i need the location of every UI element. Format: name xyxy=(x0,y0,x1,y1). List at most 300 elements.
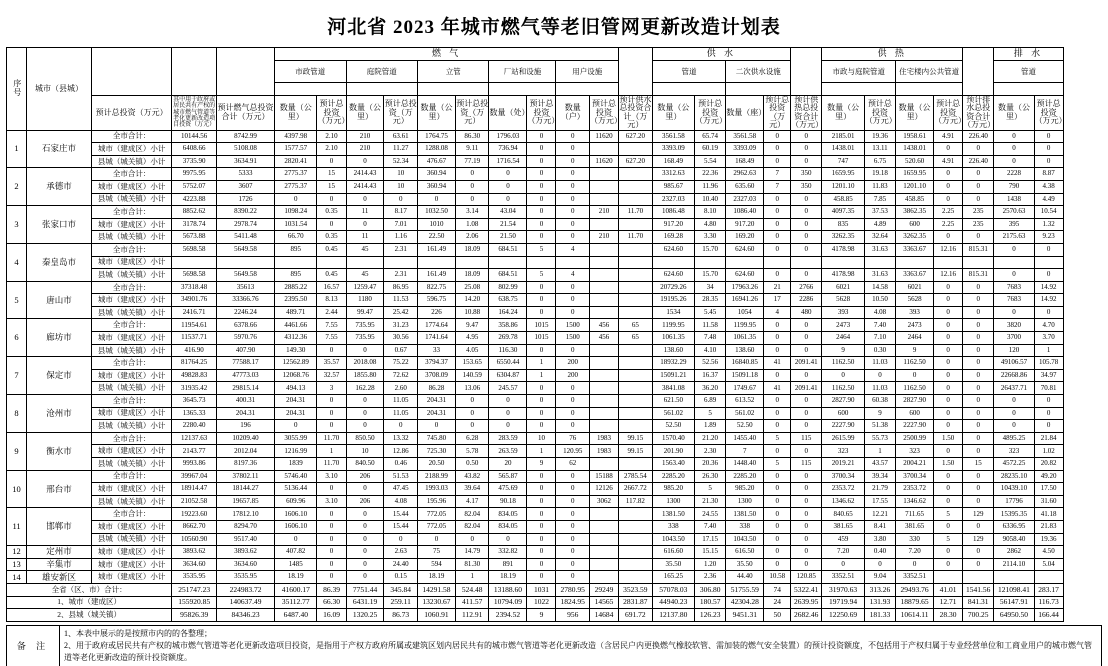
group-heat: 供 热 xyxy=(822,48,963,61)
cell: 0 xyxy=(934,143,963,156)
cell: 0 xyxy=(346,483,384,496)
cell: 0 xyxy=(934,558,963,571)
cell: 0 xyxy=(791,520,822,533)
cell: 11620 xyxy=(589,130,618,143)
th-gas-courtyard-spacer xyxy=(346,83,417,96)
row-seq: 11 xyxy=(7,508,27,546)
total-cell: 1541.56 xyxy=(963,583,994,596)
row-seq: 9 xyxy=(7,432,27,470)
cell: 0 xyxy=(963,395,994,408)
cell: 13.11 xyxy=(864,143,895,156)
table-row xyxy=(7,432,1102,445)
cell: 458.85 xyxy=(822,193,864,206)
cell: 1010 xyxy=(417,218,455,231)
cell: 735.95 xyxy=(346,332,384,345)
cell: 0 xyxy=(764,546,791,559)
cell: 3700.34 xyxy=(896,470,934,483)
table-row xyxy=(7,508,1102,521)
cell: 2500.99 xyxy=(896,432,934,445)
cell: 1.20 xyxy=(695,558,726,571)
table-row xyxy=(7,357,1102,370)
cell: 0.35 xyxy=(317,231,346,244)
cell: 19.36 xyxy=(864,130,895,143)
total-row xyxy=(7,609,1102,622)
cell: 0 xyxy=(455,395,489,408)
cell xyxy=(589,243,618,256)
cell xyxy=(589,306,618,319)
cell: 1764.75 xyxy=(417,130,455,143)
cell: 0 xyxy=(934,520,963,533)
cell: 1381.50 xyxy=(652,508,694,521)
cell: 72.62 xyxy=(384,369,418,382)
total-cell: 86.39 xyxy=(317,583,346,596)
cell: 14.92 xyxy=(1034,281,1063,294)
cell: 2615.99 xyxy=(822,432,864,445)
table-row xyxy=(7,206,1102,219)
cell: 164.24 xyxy=(489,306,527,319)
cell xyxy=(589,344,618,357)
cell: 2962.63 xyxy=(726,168,764,181)
cell: 0 xyxy=(791,243,822,256)
total-label: 全省（区、市）合计： xyxy=(7,583,172,596)
cell: 4.49 xyxy=(1034,193,1063,206)
cell: 0 xyxy=(556,483,590,496)
th-drain-pipe-spacer xyxy=(994,83,1063,96)
cell: 0 xyxy=(934,357,963,370)
th-u10: 预计总投资（万元） xyxy=(589,96,618,131)
cell: 14.20 xyxy=(455,294,489,307)
th-u16: 预计总投资（万元） xyxy=(864,96,895,131)
cell xyxy=(1034,256,1063,269)
cell: 0 xyxy=(317,571,346,584)
cell: 1774.64 xyxy=(417,319,455,332)
cell: 1259.47 xyxy=(346,281,384,294)
row-scope-label: 城市（建成区）小计 xyxy=(91,332,171,345)
cell: 7.40 xyxy=(695,520,726,533)
cell: 0 xyxy=(556,344,590,357)
cell: 0 xyxy=(556,130,590,143)
cell: 11.58 xyxy=(695,319,726,332)
cell: 7 xyxy=(726,445,764,458)
cell: 5 xyxy=(527,269,556,282)
cell: 2143.77 xyxy=(172,445,217,458)
cell: 0 xyxy=(764,206,791,219)
cell: 772.05 xyxy=(417,520,455,533)
cell: 0 xyxy=(764,470,791,483)
total-cell: 1824.95 xyxy=(556,596,590,609)
cell: 2353.72 xyxy=(822,483,864,496)
table-row xyxy=(7,193,1102,206)
cell: 1570.40 xyxy=(652,432,694,445)
cell: 206 xyxy=(346,495,384,508)
th-u7: 数量（处） xyxy=(489,96,527,131)
row-scope-label: 全市合计： xyxy=(91,319,171,332)
cell xyxy=(994,571,1034,584)
cell: 140.59 xyxy=(455,369,489,382)
table-row xyxy=(7,306,1102,319)
cell: 985.20 xyxy=(652,483,694,496)
cell: 5649.58 xyxy=(216,243,274,256)
cell: 0 xyxy=(527,218,556,231)
row-scope-label: 城市（建成区）小计 xyxy=(91,256,171,269)
cell: 283.59 xyxy=(489,432,527,445)
cell: 0 xyxy=(934,332,963,345)
cell: 196 xyxy=(216,420,274,433)
cell xyxy=(589,256,618,269)
cell: 1365.33 xyxy=(172,407,217,420)
cell: 33366.76 xyxy=(216,294,274,307)
cell: 162.28 xyxy=(346,382,384,395)
cell: 0 xyxy=(527,206,556,219)
cell: 2827.90 xyxy=(896,395,934,408)
cell: 2.60 xyxy=(384,382,418,395)
th-u4: 预计总投资（万元） xyxy=(384,96,418,131)
cell: 0 xyxy=(527,344,556,357)
cell xyxy=(963,571,994,584)
group-gas: 燃 气 xyxy=(275,48,619,61)
row-city: 承德市 xyxy=(27,168,92,206)
cell: 711.65 xyxy=(896,508,934,521)
cell: 735.95 xyxy=(346,319,384,332)
cell: 12126 xyxy=(589,483,618,496)
cell: 6.89 xyxy=(695,395,726,408)
cell: 635.60 xyxy=(726,180,764,193)
row-seq: 2 xyxy=(7,168,27,206)
cell: 1346.62 xyxy=(822,495,864,508)
row-scope-label: 县城（城关镇）小计 xyxy=(91,193,171,206)
cell: 350 xyxy=(791,180,822,193)
th-heat-building-spacer xyxy=(896,83,963,96)
cell: 15 xyxy=(317,180,346,193)
row-city: 秦皇岛市 xyxy=(27,243,92,281)
cell: 790 xyxy=(994,180,1034,193)
cell xyxy=(864,256,895,269)
cell: 5136.44 xyxy=(275,483,317,496)
cell: 1086.40 xyxy=(726,206,764,219)
cell: 0 xyxy=(556,180,590,193)
cell xyxy=(417,256,455,269)
th-gas-riser: 立管 xyxy=(417,61,488,83)
row-scope-label: 全市合计： xyxy=(91,206,171,219)
total-cell: 1022 xyxy=(527,596,556,609)
cell: 0 xyxy=(822,558,864,571)
cell: 9.47 xyxy=(455,319,489,332)
cell: 840.50 xyxy=(346,458,384,471)
cell: 0 xyxy=(317,520,346,533)
cell: 6304.87 xyxy=(489,369,527,382)
total-cell: 5322.41 xyxy=(791,583,822,596)
cell: 2414.43 xyxy=(346,168,384,181)
cell: 7.85 xyxy=(864,193,895,206)
cell: 31.23 xyxy=(384,319,418,332)
cell: 0 xyxy=(764,130,791,143)
cell: 0 xyxy=(1034,155,1063,168)
cell: 11.27 xyxy=(384,143,418,156)
cell: 0 xyxy=(527,483,556,496)
cell: 115 xyxy=(791,432,822,445)
table-row xyxy=(7,344,1102,357)
cell: 3.10 xyxy=(317,470,346,483)
cell: 86.30 xyxy=(455,130,489,143)
th-u11: 数量（公里） xyxy=(652,96,694,131)
cell: 1346.62 xyxy=(896,495,934,508)
cell: 31.60 xyxy=(1034,495,1063,508)
cell xyxy=(589,407,618,420)
total-cell: 12137.80 xyxy=(652,609,694,622)
cell: 0 xyxy=(346,558,384,571)
cell: 0 xyxy=(764,483,791,496)
table-row xyxy=(7,558,1102,571)
cell: 407.82 xyxy=(275,546,317,559)
cell: 0 xyxy=(791,218,822,231)
cell: 11.70 xyxy=(619,231,653,244)
th-u13: 数量（座） xyxy=(726,96,764,131)
cell: 39967.04 xyxy=(172,470,217,483)
cell: 10 xyxy=(346,445,384,458)
cell xyxy=(589,458,618,471)
cell: 4223.88 xyxy=(172,193,217,206)
cell: 1563.40 xyxy=(652,458,694,471)
th-water-pipe: 管道 xyxy=(652,61,726,83)
cell: 36.20 xyxy=(695,382,726,395)
cell: 2667.72 xyxy=(619,483,653,496)
total-cell: 14565 xyxy=(589,596,618,609)
cell xyxy=(619,357,653,370)
cell: 0 xyxy=(791,344,822,357)
cell: 13.32 xyxy=(384,432,418,445)
cell: 210 xyxy=(589,206,618,219)
cell: 600 xyxy=(896,218,934,231)
cell: 624.60 xyxy=(726,243,764,256)
cell: 210 xyxy=(589,231,618,244)
cell: 2464 xyxy=(896,332,934,345)
cell: 381.65 xyxy=(896,520,934,533)
total-cell: 345.84 xyxy=(384,583,418,596)
cell: 17.15 xyxy=(695,533,726,546)
cell: 0 xyxy=(455,420,489,433)
cell: 0 xyxy=(764,332,791,345)
cell: 0 xyxy=(963,281,994,294)
cell: 12137.63 xyxy=(172,432,217,445)
row-seq: 12 xyxy=(7,546,27,559)
cell: 4461.66 xyxy=(275,319,317,332)
cell: 5108.08 xyxy=(216,143,274,156)
cell: 226.40 xyxy=(963,155,994,168)
cell xyxy=(764,256,791,269)
cell: 1855.80 xyxy=(346,369,384,382)
cell xyxy=(619,382,653,395)
cell: 39.64 xyxy=(455,483,489,496)
total-cell: 313.26 xyxy=(864,583,895,596)
cell: 105.78 xyxy=(1034,357,1063,370)
cell: 21.30 xyxy=(695,495,726,508)
total-cell: 86.73 xyxy=(384,609,418,622)
cell: 0 xyxy=(317,420,346,433)
cell: 263.59 xyxy=(489,445,527,458)
cell: 0 xyxy=(764,243,791,256)
cell: 0 xyxy=(791,470,822,483)
cell: 5752.07 xyxy=(172,180,217,193)
cell xyxy=(896,256,934,269)
th-gas-user: 用户设施 xyxy=(556,61,619,83)
row-seq: 7 xyxy=(7,357,27,395)
cell: 0 xyxy=(346,533,384,546)
cell: 4 xyxy=(764,306,791,319)
cell: 0 xyxy=(963,294,994,307)
total-cell: 3523.59 xyxy=(619,583,653,596)
cell: 1199.95 xyxy=(652,319,694,332)
cell: 0 xyxy=(489,420,527,433)
cell: 638.75 xyxy=(489,294,527,307)
cell: 1086.48 xyxy=(652,206,694,219)
cell: 6408.66 xyxy=(172,143,217,156)
th-gas-plant: 厂站和设施 xyxy=(489,61,556,83)
cell: 81764.25 xyxy=(172,357,217,370)
cell: 1606.10 xyxy=(275,508,317,521)
cell: 1958.61 xyxy=(896,130,934,143)
total-cell: 2639.95 xyxy=(791,596,822,609)
row-scope-label: 城市（建成区）小计 xyxy=(91,445,171,458)
th-u18: 预计总投资（万元） xyxy=(934,96,963,131)
row-scope-label: 城市（建成区）小计 xyxy=(91,483,171,496)
total-label: 1、城市（建成区） xyxy=(7,596,172,609)
cell: 4.38 xyxy=(1034,180,1063,193)
cell: 21.50 xyxy=(489,231,527,244)
cell: 8.10 xyxy=(695,206,726,219)
cell: 11.03 xyxy=(864,357,895,370)
cell: 7.01 xyxy=(384,218,418,231)
cell: 0 xyxy=(791,420,822,433)
cell: 77588.17 xyxy=(216,357,274,370)
cell: 4097.35 xyxy=(822,206,864,219)
cell: 850.50 xyxy=(346,432,384,445)
total-cell: 2780.95 xyxy=(556,583,590,596)
cell: 8197.36 xyxy=(216,458,274,471)
cell: 0 xyxy=(994,130,1034,143)
cell: 0 xyxy=(556,508,590,521)
group-drain: 排 水 xyxy=(994,48,1063,61)
cell: 169.28 xyxy=(652,231,694,244)
total-cell: 16.09 xyxy=(317,609,346,622)
cell: 594 xyxy=(417,558,455,571)
th-water-pipe-spacer xyxy=(652,83,726,96)
cell xyxy=(619,369,653,382)
total-cell: 64950.50 xyxy=(994,609,1034,622)
total-cell: 13188.60 xyxy=(489,583,527,596)
cell: 21.84 xyxy=(1034,432,1063,445)
cell: 616.60 xyxy=(652,546,694,559)
cell: 195.96 xyxy=(417,495,455,508)
cell xyxy=(619,193,653,206)
cell: 0 xyxy=(963,546,994,559)
table-row xyxy=(7,269,1102,282)
cell: 11.96 xyxy=(695,180,726,193)
table-row xyxy=(7,420,1102,433)
total-cell: 1031 xyxy=(527,583,556,596)
cell: 3607 xyxy=(216,180,274,193)
cell: 5.45 xyxy=(695,306,726,319)
cell: 0 xyxy=(963,180,994,193)
cell: 26437.71 xyxy=(994,382,1034,395)
cell: 0 xyxy=(1034,395,1063,408)
table-row xyxy=(7,130,1102,143)
cell: 0 xyxy=(963,382,994,395)
th-gas-total xyxy=(216,48,274,96)
th-gas-riser-spacer xyxy=(417,83,488,96)
cell: 12562.89 xyxy=(275,357,317,370)
cell: 52.50 xyxy=(652,420,694,433)
cell: 45 xyxy=(346,243,384,256)
cell: 34901.76 xyxy=(172,294,217,307)
total-cell: 166.44 xyxy=(1034,609,1063,622)
cell: 7.40 xyxy=(864,319,895,332)
cell: 0 xyxy=(455,193,489,206)
cell: 2353.72 xyxy=(896,483,934,496)
cell: 613.52 xyxy=(726,395,764,408)
total-cell: 31970.63 xyxy=(822,583,864,596)
cell: 10560.90 xyxy=(172,533,217,546)
cell: 621.50 xyxy=(652,395,694,408)
row-scope-label: 全市合计： xyxy=(91,432,171,445)
cell: 2286 xyxy=(791,294,822,307)
th-gas-plant-spacer xyxy=(489,83,556,96)
cell: 29815.14 xyxy=(216,382,274,395)
total-cell: 57078.03 xyxy=(652,583,694,596)
cell: 616.50 xyxy=(726,546,764,559)
table-row xyxy=(7,294,1102,307)
cell: 51.53 xyxy=(384,470,418,483)
cell: 0 xyxy=(791,155,822,168)
cell: 600 xyxy=(822,407,864,420)
cell: 0 xyxy=(346,420,384,433)
cell: 117.82 xyxy=(619,495,653,508)
cell: 0 xyxy=(317,533,346,546)
cell: 332.82 xyxy=(489,546,527,559)
total-cell: 6487.40 xyxy=(275,609,317,622)
cell: 16941.26 xyxy=(726,294,764,307)
cell: 70.81 xyxy=(1034,382,1063,395)
cell: 0 xyxy=(527,231,556,244)
cell: 14.79 xyxy=(455,546,489,559)
cell: 0 xyxy=(527,193,556,206)
cell: 3700 xyxy=(994,332,1034,345)
cell: 0 xyxy=(791,269,822,282)
cell: 0 xyxy=(527,382,556,395)
cell: 1659.95 xyxy=(822,168,864,181)
table-row xyxy=(7,382,1102,395)
cell: 1749.67 xyxy=(726,382,764,395)
cell: 32.64 xyxy=(864,231,895,244)
total-cell: 41600.17 xyxy=(275,583,317,596)
cell: 3.14 xyxy=(455,206,489,219)
cell: 0 xyxy=(764,269,791,282)
table-row xyxy=(7,168,1102,181)
cell: 0 xyxy=(527,495,556,508)
cell: 17963.26 xyxy=(726,281,764,294)
row-seq: 5 xyxy=(7,281,27,319)
cell: 0.40 xyxy=(864,546,895,559)
cell: 12.21 xyxy=(864,508,895,521)
cell: 0 xyxy=(994,143,1034,156)
cell: 1 xyxy=(527,445,556,458)
cell: 49.20 xyxy=(1034,470,1063,483)
cell: 0 xyxy=(556,571,590,584)
cell: 11.83 xyxy=(864,180,895,193)
row-scope-label: 城市（建成区）小计 xyxy=(91,571,171,584)
cell: 1500 xyxy=(556,319,590,332)
cell: 0 xyxy=(556,533,590,546)
cell: 2473 xyxy=(896,319,934,332)
